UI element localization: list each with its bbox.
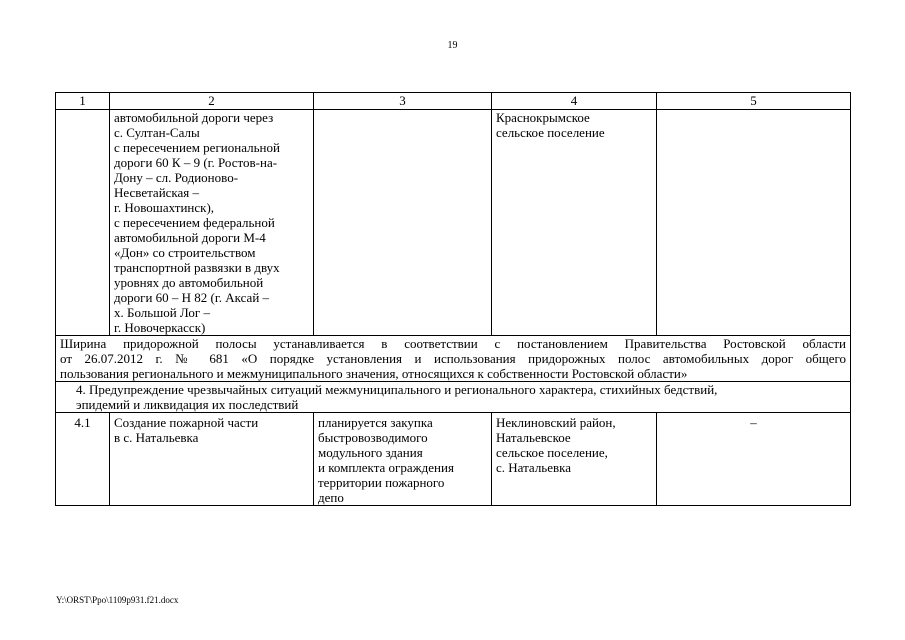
section-line: эпидемий и ликвидация их последствий	[76, 397, 299, 412]
cell-number: 4.1	[56, 413, 110, 506]
header-col-2: 2	[110, 93, 314, 110]
note-line: от 26.07.2012 г. № 681 «О порядке установления и использования придорожных полос автомобильных дорог общего	[60, 351, 846, 366]
line: автомобильной дороги М-4	[114, 230, 266, 245]
table-row-section-4	[56, 382, 851, 413]
cell-zones: –	[657, 413, 851, 506]
cell-object-name	[110, 110, 314, 336]
section-4-heading	[56, 382, 851, 413]
page-number: 19	[447, 40, 458, 51]
header-col-5: 5	[657, 93, 851, 110]
line: планируется закупка	[318, 415, 433, 430]
line: с пересечением региональной	[114, 140, 280, 155]
line: Создание пожарной части	[114, 415, 259, 430]
line: Натальевское	[496, 430, 571, 445]
planning-table	[55, 92, 851, 506]
line: Краснокрымское	[496, 110, 590, 125]
line: с пересечением федеральной	[114, 215, 275, 230]
line: г. Новочеркасск)	[114, 320, 206, 335]
line: х. Большой Лог –	[114, 305, 211, 320]
cell-location	[492, 110, 657, 336]
line: быстровозводимого	[318, 430, 428, 445]
cell-number	[56, 110, 110, 336]
cell-location	[492, 413, 657, 506]
line: Несветайская –	[114, 185, 200, 200]
footer-file-path: Y:\ORST\Ppo\1109p931.f21.docx	[56, 595, 179, 605]
table-header-row	[56, 93, 851, 110]
roadside-note	[56, 336, 851, 382]
section-line: 4. Предупреждение чрезвычайных ситуаций межмуниципального и регионального характера, стихийных бедствий,	[76, 382, 718, 397]
table-row-roadside-note	[56, 336, 851, 382]
cell-characteristics	[314, 110, 492, 336]
header-col-4: 4	[492, 93, 657, 110]
line: автомобильной дороги через	[114, 110, 274, 125]
cell-characteristics	[314, 413, 492, 506]
line: Неклиновский район,	[496, 415, 616, 430]
line: г. Новошахтинск),	[114, 200, 215, 215]
line: территории пожарного	[318, 475, 445, 490]
note-line: пользования регионального и межмуниципального значения, относящихся к собственности Ростовской области»	[60, 366, 688, 381]
cell-zones	[657, 110, 851, 336]
header-col-3: 3	[314, 93, 492, 110]
line: в с. Натальевка	[114, 430, 199, 445]
line: транспортной развязки в двух	[114, 260, 280, 275]
line: дороги 60 К – 9 (г. Ростов-на-	[114, 155, 278, 170]
line: депо	[318, 490, 344, 505]
line: сельское поселение	[496, 125, 605, 140]
line: с. Натальевка	[496, 460, 572, 475]
line: и комплекта ограждения	[318, 460, 454, 475]
table-row-4-1	[56, 413, 851, 506]
note-line: Ширина придорожной полосы устанавливается в соответствии с постановлением Правительства Ростовской области	[60, 336, 846, 351]
line: сельское поселение,	[496, 445, 608, 460]
line: «Дон» со строительством	[114, 245, 256, 260]
header-col-1: 1	[56, 93, 110, 110]
table-row-continuation	[56, 110, 851, 336]
cell-object-name	[110, 413, 314, 506]
line: дороги 60 – Н 82 (г. Аксай –	[114, 290, 270, 305]
line: уровнях до автомобильной	[114, 275, 264, 290]
line: Дону – сл. Родионово-	[114, 170, 239, 185]
line: с. Султан-Салы	[114, 125, 200, 140]
line: модульного здания	[318, 445, 423, 460]
